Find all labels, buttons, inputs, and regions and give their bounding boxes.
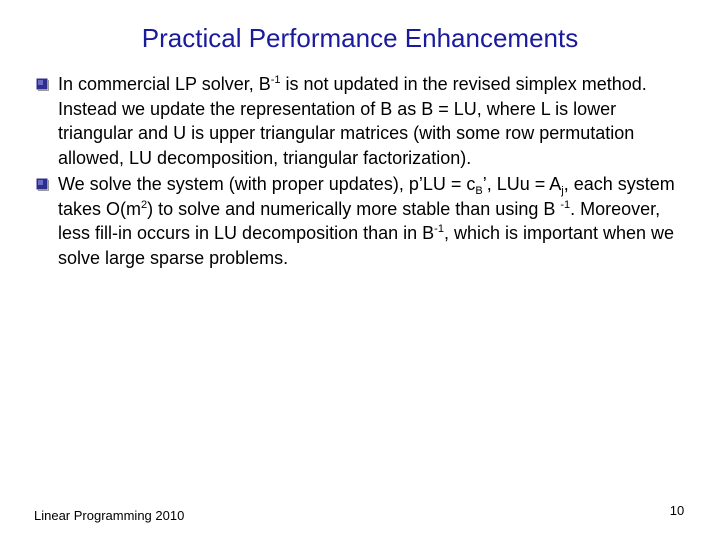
subscript: j (561, 185, 564, 197)
bullet-text (58, 74, 647, 168)
bullet-text-part: In commercial LP solver, B (58, 74, 271, 94)
square-bullet-icon (36, 78, 49, 91)
bullet-text (58, 174, 675, 268)
bullet-text-part: , which is important when we solve large sparse problems. (58, 223, 675, 268)
slide-title: Practical Performance Enhancements (141, 23, 579, 53)
bullet-text-part: . Moreover, less fill-in occurs in LU decomposition than in B (58, 198, 661, 243)
bullet-text-part: ’, LUu = A (482, 174, 562, 194)
bullet-item (36, 72, 690, 170)
square-bullet-icon (36, 178, 49, 191)
bullet-text-part: We solve the system (with proper updates), p’LU = c (58, 174, 476, 194)
superscript: -1 (434, 223, 444, 235)
subscript: B (475, 185, 483, 197)
superscript: -1 (270, 74, 281, 86)
superscript: -1 (560, 198, 571, 211)
bullet-text-part: ) to solve and numerically more stable than using B (147, 198, 561, 219)
bullet-text-part: , each system takes O(m (58, 174, 675, 219)
bullet-list (36, 72, 690, 272)
bullet-text-part: is not updated in the revised simplex method. Instead we update the representation of B as B = LU, where L is lower triangular and U is upper triangular matrices (with some row permutation allowed, LU decomposition, triangular factorization). (58, 74, 647, 168)
page-number: 10 (669, 503, 685, 518)
superscript: 2 (141, 198, 148, 211)
bullet-item (36, 172, 690, 270)
footer-course-name: Linear Programming 2010 (34, 508, 185, 523)
